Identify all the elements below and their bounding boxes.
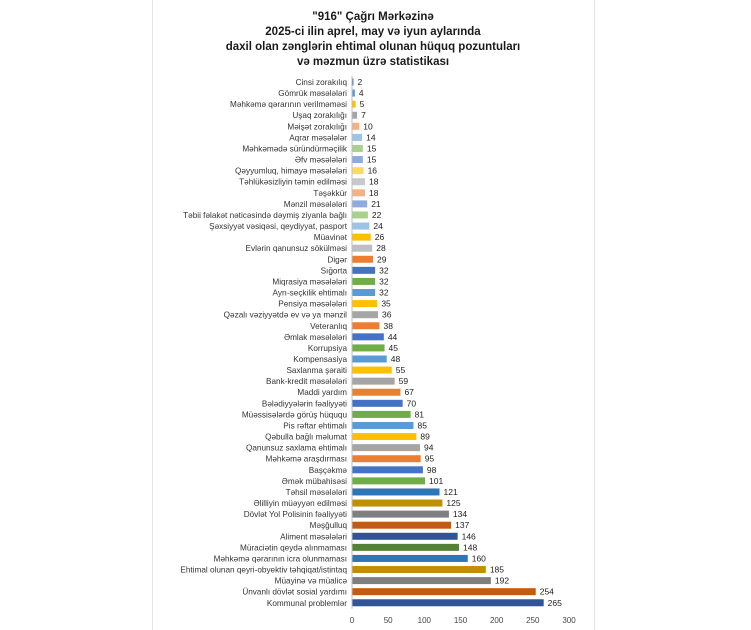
data-label: 59 bbox=[398, 376, 409, 387]
category-label: Cinsi zorakılıq bbox=[295, 78, 347, 87]
data-label: 36 bbox=[382, 309, 392, 320]
data-label: 7 bbox=[361, 110, 366, 121]
category-label: Kommunal problemlər bbox=[266, 598, 347, 608]
category-label: Qəzalı vəziyyətdə ev və ya mənzil bbox=[223, 310, 347, 320]
category-label: Bələdiyyələrin fəaliyyəti bbox=[261, 399, 347, 409]
bar bbox=[352, 544, 459, 551]
data-label: 22 bbox=[371, 209, 382, 220]
bar bbox=[352, 378, 395, 385]
data-label: 125 bbox=[446, 498, 461, 509]
category-label: Uşaq zorakılığı bbox=[292, 111, 347, 121]
bar bbox=[352, 156, 363, 163]
category-label: Ehtimal olunan qeyri-obyektiv təhqiqat/istintaq bbox=[180, 565, 347, 575]
category-label: Qanunsuz saxlama ehtimalı bbox=[245, 443, 347, 453]
category-label: Kompensasiya bbox=[293, 355, 347, 364]
data-label: 21 bbox=[371, 198, 381, 209]
chart-title-line: "916" Çağrı Mərkəzinə bbox=[312, 11, 434, 23]
data-label: 254 bbox=[539, 586, 554, 597]
data-label: 26 bbox=[374, 232, 385, 243]
category-label: Saxlanma şəraiti bbox=[286, 366, 347, 376]
data-label: 15 bbox=[366, 154, 377, 165]
category-label: Məhkəmədə süründürməçilik bbox=[242, 144, 347, 154]
category-label: Əfv məsələləri bbox=[294, 155, 347, 165]
x-tick-label: 200 bbox=[489, 615, 504, 625]
category-label: Qəbulla bağlı məlumat bbox=[265, 432, 347, 442]
data-label: 146 bbox=[461, 531, 476, 542]
bar bbox=[352, 599, 544, 606]
bar bbox=[352, 278, 375, 285]
data-label: 38 bbox=[383, 320, 393, 331]
category-label: Əlilliyin müəyyən edilməsi bbox=[253, 499, 347, 509]
category-label: Müayinə və müalicə bbox=[274, 576, 347, 586]
bar bbox=[352, 577, 491, 584]
bar bbox=[352, 112, 357, 119]
x-tick-label: 0 bbox=[349, 615, 355, 625]
bar bbox=[352, 511, 449, 518]
bar bbox=[352, 522, 451, 529]
bar bbox=[352, 178, 365, 185]
data-label: 98 bbox=[426, 464, 437, 475]
category-label: Təşəkkür bbox=[313, 188, 347, 198]
category-label: Müraciətin qeydə alınmaması bbox=[240, 543, 347, 553]
chart-title-line: daxil olan zənglərin ehtimal olunan hüquq pozuntuları bbox=[225, 41, 521, 53]
category-label: Dövlət Yol Polisinin fəaliyyəti bbox=[243, 510, 347, 520]
data-label: 94 bbox=[423, 442, 434, 453]
bar bbox=[352, 333, 384, 340]
chart-title-line: 2025-ci ilin aprel, may və iyun aylarında bbox=[265, 26, 481, 38]
x-tick-label: 150 bbox=[453, 615, 468, 625]
bar bbox=[352, 356, 387, 363]
data-label: 18 bbox=[369, 176, 379, 187]
category-label: Bank-kredit məsələləri bbox=[266, 377, 347, 387]
data-label: 185 bbox=[489, 564, 505, 575]
bar bbox=[352, 488, 440, 495]
category-label: Gömrük məsələləri bbox=[278, 89, 347, 99]
category-label: Məişət zorakılığı bbox=[287, 122, 347, 132]
bar bbox=[352, 588, 536, 595]
data-label: 24 bbox=[373, 221, 383, 232]
category-label: Aliment məsələləri bbox=[280, 532, 347, 542]
bar bbox=[352, 311, 378, 318]
bar bbox=[352, 500, 442, 507]
bar bbox=[352, 267, 375, 274]
data-label: 55 bbox=[395, 365, 406, 376]
bar bbox=[352, 289, 375, 296]
data-label: 134 bbox=[452, 509, 468, 520]
bar bbox=[352, 256, 373, 263]
data-label: 85 bbox=[417, 420, 427, 431]
data-label: 160 bbox=[471, 553, 486, 564]
category-label: Təhlükəsizliyin təmin edilməsi bbox=[239, 177, 347, 187]
data-label: 70 bbox=[406, 398, 417, 409]
data-label: 67 bbox=[404, 387, 414, 398]
data-label: 29 bbox=[376, 254, 387, 265]
bar bbox=[352, 167, 364, 174]
data-label: 95 bbox=[424, 453, 435, 464]
data-label: 137 bbox=[455, 520, 470, 531]
bar bbox=[352, 455, 421, 462]
bar bbox=[352, 322, 379, 329]
data-label: 18 bbox=[369, 187, 379, 198]
bar bbox=[352, 533, 458, 540]
bar bbox=[352, 189, 365, 196]
category-label: Pensiya məsələləri bbox=[278, 299, 347, 309]
category-label: Veteranlıq bbox=[310, 321, 347, 331]
data-label: 48 bbox=[390, 354, 401, 364]
category-label: Əmək mübahisəsi bbox=[281, 476, 347, 486]
chart-title-line: və məzmun üzrə statistikası bbox=[296, 56, 450, 68]
category-label: Əmlak məsələləri bbox=[283, 332, 347, 342]
category-label: Müəssisələrdə görüş hüququ bbox=[241, 410, 347, 420]
category-label: Sığorta bbox=[320, 266, 347, 276]
bar bbox=[352, 300, 377, 307]
bar bbox=[352, 101, 356, 108]
bar bbox=[352, 466, 423, 473]
data-label: 81 bbox=[414, 409, 425, 420]
data-label: 10 bbox=[363, 121, 373, 132]
category-label: Ünvanlı dövlət sosial yardımı bbox=[242, 587, 347, 597]
data-label: 265 bbox=[547, 597, 562, 608]
bar bbox=[352, 367, 392, 374]
category-label: Məşğulluq bbox=[309, 521, 347, 531]
bar bbox=[352, 200, 367, 207]
category-label: Digər bbox=[327, 255, 347, 265]
category-label: Mənzil məsələləri bbox=[283, 199, 347, 209]
category-label: Miqrasiya məsələləri bbox=[272, 277, 347, 287]
x-tick-label: 250 bbox=[526, 615, 540, 625]
data-label: 32 bbox=[379, 276, 389, 287]
category-label: Təhsil məsələləri bbox=[285, 487, 347, 497]
data-label: 4 bbox=[358, 88, 364, 99]
x-tick-label: 50 bbox=[383, 615, 393, 625]
bar bbox=[352, 234, 371, 241]
bar bbox=[352, 555, 468, 562]
data-label: 101 bbox=[429, 475, 444, 486]
bar bbox=[352, 223, 369, 230]
bar bbox=[352, 245, 372, 252]
bar bbox=[352, 422, 413, 429]
category-label: Şəxsiyyət vəsiqəsi, qeydiyyat, pasport bbox=[209, 222, 347, 232]
category-label: Evlərin qanunsuz sökülməsi bbox=[245, 244, 347, 254]
category-label: Məhkəmə qərarının verilməməsi bbox=[230, 100, 347, 110]
data-label: 28 bbox=[376, 243, 386, 254]
bar bbox=[352, 477, 425, 484]
category-label: Müavinət bbox=[313, 233, 347, 243]
data-label: 16 bbox=[367, 165, 378, 176]
category-label: Məhkəmə araşdırması bbox=[265, 454, 347, 464]
data-label: 15 bbox=[366, 143, 377, 154]
data-label: 44 bbox=[387, 331, 398, 342]
bar bbox=[352, 344, 385, 351]
data-label: 89 bbox=[420, 431, 430, 442]
data-label: 35 bbox=[381, 298, 391, 309]
data-label: 2 bbox=[357, 77, 363, 87]
x-tick-label: 100 bbox=[417, 615, 432, 625]
data-label: 45 bbox=[388, 342, 399, 353]
category-label: Məhkəmə qərarının icra olunmaması bbox=[213, 554, 347, 564]
category-label: Pis rəftar ehtimalı bbox=[283, 421, 347, 431]
data-label: 32 bbox=[379, 287, 389, 298]
category-label: Maddi yardım bbox=[297, 388, 347, 398]
data-label: 192 bbox=[494, 575, 510, 586]
data-label: 121 bbox=[443, 486, 458, 497]
bar bbox=[352, 411, 411, 418]
bar bbox=[352, 145, 363, 152]
bar bbox=[352, 123, 359, 130]
category-label: Başçəkmə bbox=[308, 465, 347, 475]
bar bbox=[352, 400, 403, 407]
bar bbox=[352, 444, 420, 451]
category-label: Qəyyumluq, himayə məsələləri bbox=[235, 166, 347, 176]
bar bbox=[352, 433, 416, 440]
data-label: 14 bbox=[366, 132, 376, 143]
bar bbox=[352, 566, 486, 573]
bar bbox=[352, 211, 368, 218]
bar bbox=[352, 389, 400, 396]
data-label: 148 bbox=[463, 542, 478, 553]
category-label: Aqrar məsələlər bbox=[289, 133, 347, 143]
category-label: Ayrı-seçkilik ehtimalı bbox=[272, 288, 347, 298]
data-label: 5 bbox=[359, 99, 365, 110]
category-label: Korrupsiya bbox=[307, 343, 347, 353]
bar bbox=[352, 134, 362, 141]
category-label: Təbii fəlakət nəticəsində dəymiş ziyanla bağlı bbox=[183, 210, 347, 220]
data-label: 32 bbox=[379, 265, 389, 276]
x-tick-label: 300 bbox=[562, 615, 576, 625]
